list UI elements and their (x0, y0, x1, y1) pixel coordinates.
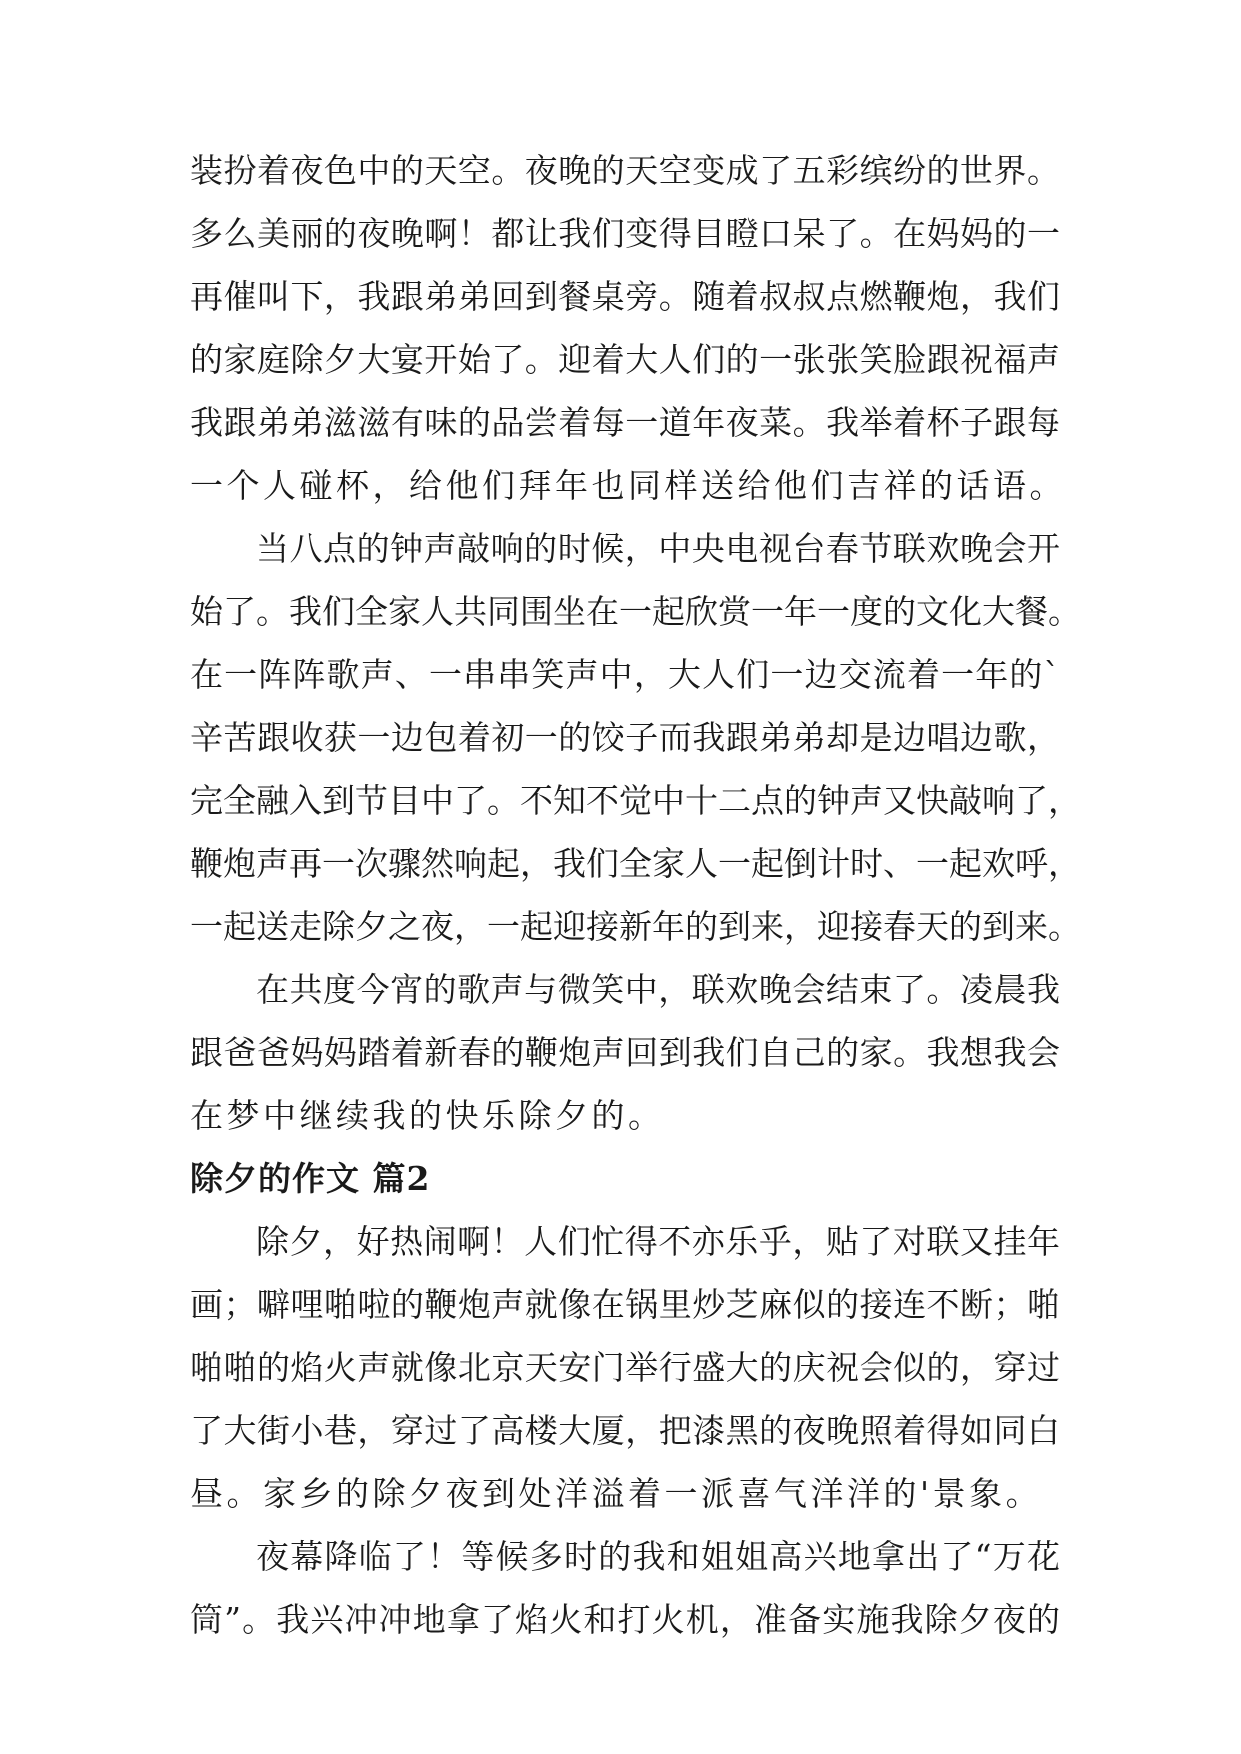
paragraph-3-line-1: 在共度今宵的歌声与微笑中，联欢晚会结束了。凌晨我 (256, 970, 1060, 1009)
paragraph-2-line-3: 在一阵阵歌声、一串串笑声中，大人们一边交流着一年的` (190, 655, 1060, 694)
paragraph-2-line-4: 辛苦跟收获一边包着初一的饺子而我跟弟弟却是边唱边歌， (190, 718, 1060, 757)
paragraph-4-line-3: 啪啪的焰火声就像北京天安门举行盛大的庆祝会似的，穿过 (190, 1348, 1060, 1387)
paragraph-2-line-5: 完全融入到节目中了。不知不觉中十二点的钟声又快敲响了， (190, 781, 1081, 820)
paragraph-4-line-1: 除夕，好热闹啊！人们忙得不亦乐乎，贴了对联又挂年 (256, 1222, 1060, 1261)
paragraph-1-line-4: 的家庭除夕大宴开始了。迎着大人们的一张张笑脸跟祝福声 (190, 340, 1060, 379)
paragraph-4-line-5: 昼。家乡的除夕夜到处洋溢着一派喜气洋洋的'景象。 (190, 1474, 1043, 1513)
paragraph-5-line-2: 筒”。我兴冲冲地拿了焰火和打火机，准备实施我除夕夜的 (190, 1600, 1060, 1639)
paragraph-3-line-2: 跟爸爸妈妈踏着新春的鞭炮声回到我们自己的家。我想我会 (190, 1033, 1060, 1072)
paragraph-3-line-3: 在梦中继续我的快乐除夕的。 (190, 1096, 665, 1135)
paragraph-2-line-2: 始了。我们全家人共同围坐在一起欣赏一年一度的文化大餐。 (190, 592, 1081, 631)
paragraph-1-line-3: 再催叫下，我跟弟弟回到餐桌旁。随着叔叔点燃鞭炮，我们 (190, 277, 1060, 316)
paragraph-2-line-6: 鞭炮声再一次骤然响起，我们全家人一起倒计时、一起欢呼， (190, 844, 1081, 883)
paragraph-4-line-2: 画；噼哩啪啦的鞭炮声就像在锅里炒芝麻似的接连不断；啪 (190, 1285, 1060, 1324)
paragraph-1-line-5: 我跟弟弟滋滋有味的品尝着每一道年夜菜。我举着杯子跟每 (190, 403, 1060, 442)
paragraph-2-line-1: 当八点的钟声敲响的时候，中央电视台春节联欢晚会开 (256, 529, 1060, 568)
paragraph-2-line-7: 一起送走除夕之夜，一起迎接新年的到来，迎接春天的到来。 (190, 907, 1081, 946)
paragraph-1-line-1: 装扮着夜色中的天空。夜晚的天空变成了五彩缤纷的世界。 (190, 151, 1060, 190)
paragraph-1-line-6: 一个人碰杯，给他们拜年也同样送给他们吉祥的话语。 (190, 466, 1066, 505)
paragraph-4-line-4: 了大街小巷，穿过了高楼大厦，把漆黑的夜晚照着得如同白 (190, 1411, 1060, 1450)
section-heading: 除夕的作文 篇2 (190, 1159, 431, 1198)
paragraph-5-line-1: 夜幕降临了！等候多时的我和姐姐高兴地拿出了“万花 (256, 1537, 1060, 1576)
paragraph-1-line-2: 多么美丽的夜晚啊！都让我们变得目瞪口呆了。在妈妈的一 (190, 214, 1060, 253)
